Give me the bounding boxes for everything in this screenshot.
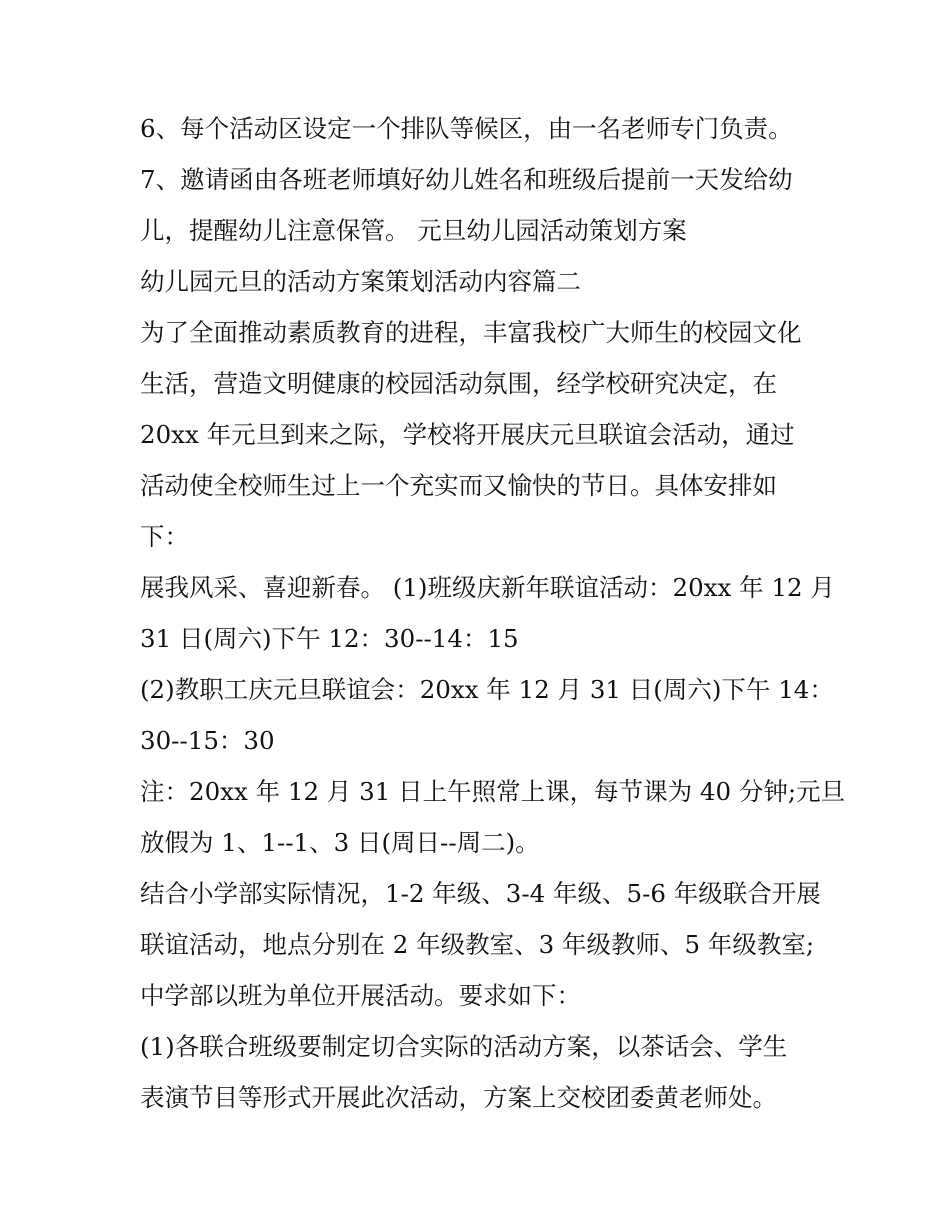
text-line: 20xx 年元旦到来之际，学校将开展庆元旦联谊会活动，通过 [140,420,795,449]
text-line: 儿，提醒幼儿注意保管。 元旦幼儿园活动策划方案 [140,216,687,245]
text-line: 7、邀请函由各班老师填好幼儿姓名和班级后提前一天发给幼 [140,165,793,194]
text-line: 6、每个活动区设定一个排队等候区，由一名老师专门负责。 [140,114,793,143]
text-line: 展我风采、喜迎新春。 (1)班级庆新年联谊活动：20xx 年 12 月 [140,573,835,602]
text-line: 联谊活动，地点分别在 2 年级教室、3 年级教师、5 年级教室; [140,930,815,959]
text-line: 表演节目等形式开展此次活动，方案上交校团委黄老师处。 [140,1083,777,1112]
text-line: 生活，营造文明健康的校园活动氛围，经学校研究决定，在 [140,369,777,398]
text-line: (2)教职工庆元旦联谊会：20xx 年 12 月 31 日(周六)下午 14： [140,675,834,704]
text-line: 注：20xx 年 12 月 31 日上午照常上课，每节课为 40 分钟;元旦 [140,777,846,806]
text-line: 下： [140,522,189,551]
text-line: 结合小学部实际情况，1-2 年级、3-4 年级、5-6 年级联合开展 [140,879,821,908]
text-line: 中学部以班为单位开展活动。要求如下： [140,981,581,1010]
section-heading: 幼儿园元旦的活动方案策划活动内容篇二 [140,267,581,296]
text-line: 放假为 1、1--1、3 日(周日--周二)。 [140,828,540,857]
text-line: (1)各联合班级要制定切合实际的活动方案，以茶话会、学生 [140,1032,788,1061]
text-line: 30--15：30 [140,726,275,755]
text-line: 为了全面推动素质教育的进程，丰富我校广大师生的校园文化 [140,318,802,347]
text-line: 活动使全校师生过上一个充实而又愉快的节日。具体安排如 [140,471,777,500]
text-line: 31 日(周六)下午 12：30--14：15 [140,624,519,653]
